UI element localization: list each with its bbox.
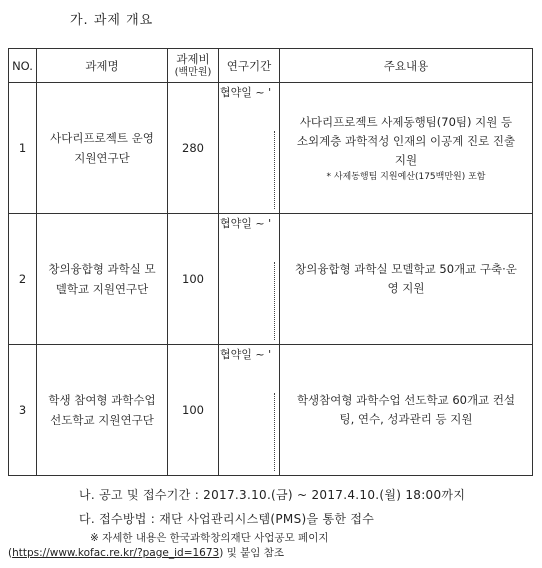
project-budget: 100	[168, 214, 219, 345]
project-budget: 100	[168, 345, 219, 476]
kofac-link[interactable]: https://www.kofac.re.kr/?page_id=1673	[12, 547, 220, 559]
project-content	[280, 83, 533, 214]
project-name-line: 학생 참여형 과학수업	[48, 393, 156, 407]
project-budget: 280	[168, 83, 219, 214]
header-budget-label: 과제비	[176, 51, 210, 66]
row-number: 3	[9, 345, 37, 476]
reference-note: ※ 자세한 내용은 한국과학창의재단 사업공모 페이지	[90, 532, 329, 544]
content-line: 학생참여형 과학수업 선도학교 60개교 컨설	[296, 393, 516, 407]
content-line: 팅, 연수, 성과관리 등 지원	[339, 412, 473, 426]
period-dotted-line	[274, 393, 278, 471]
period-dotted-line	[274, 131, 278, 209]
content-line: 소외계층 과학적성 인재의 이공계 진로 진출	[296, 133, 516, 148]
link-close-text: ) 및 붙임 참조	[219, 547, 285, 559]
application-method: 다. 접수방법 : 재단 사업관리시스템(PMS)을 통한 접수	[79, 512, 375, 526]
project-period	[219, 83, 280, 214]
header-period: 연구기간	[219, 49, 280, 83]
header-name: 과제명	[37, 49, 168, 83]
table-row	[9, 83, 533, 214]
content-line: 창의융합형 과학실 모델학교 50개교 구축·운	[295, 262, 517, 276]
content-line: 영 지원	[387, 281, 425, 295]
header-budget-unit: (백만원)	[174, 66, 212, 78]
application-period: 나. 공고 및 접수기간 : 2017.3.10.(금) ~ 2017.4.10.(월) 18:00까지	[79, 488, 466, 502]
header-budget	[168, 49, 219, 83]
project-overview-table	[8, 48, 533, 476]
period-dotted-line	[274, 262, 278, 340]
project-name-line: 선도학교 지원연구단	[50, 413, 154, 427]
reference-link-line	[8, 545, 284, 560]
period-text: 협약일 ~ '	[220, 86, 272, 99]
link-open-paren: (	[8, 547, 13, 559]
project-name-line: 사다리프로젝트 운영	[50, 131, 154, 145]
section-heading: 가. 과제 개요	[70, 13, 154, 28]
row-number: 2	[9, 214, 37, 345]
project-name-line: 델학교 지원연구단	[55, 282, 149, 296]
period-text: 협약일 ~ '	[220, 348, 272, 361]
content-line: 사다리프로젝트 사제동행팀(70팀) 지원 등	[299, 114, 513, 129]
period-text: 협약일 ~ '	[220, 217, 272, 230]
row-number: 1	[9, 83, 37, 214]
project-name	[37, 214, 168, 345]
content-line: 지원	[394, 152, 418, 167]
project-period	[219, 214, 280, 345]
project-content	[280, 214, 533, 345]
project-name	[37, 83, 168, 214]
table-row	[9, 345, 533, 476]
project-content	[280, 345, 533, 476]
project-name-line: 창의융합형 과학실 모	[48, 262, 156, 276]
content-note: * 사제동행팀 지원예산(175백만원) 포함	[326, 171, 486, 182]
header-content: 주요내용	[280, 49, 533, 83]
header-no: NO.	[9, 49, 37, 83]
project-name	[37, 345, 168, 476]
table-row	[9, 214, 533, 345]
project-name-line: 지원연구단	[74, 151, 130, 165]
project-period	[219, 345, 280, 476]
table-header-row	[9, 49, 533, 83]
